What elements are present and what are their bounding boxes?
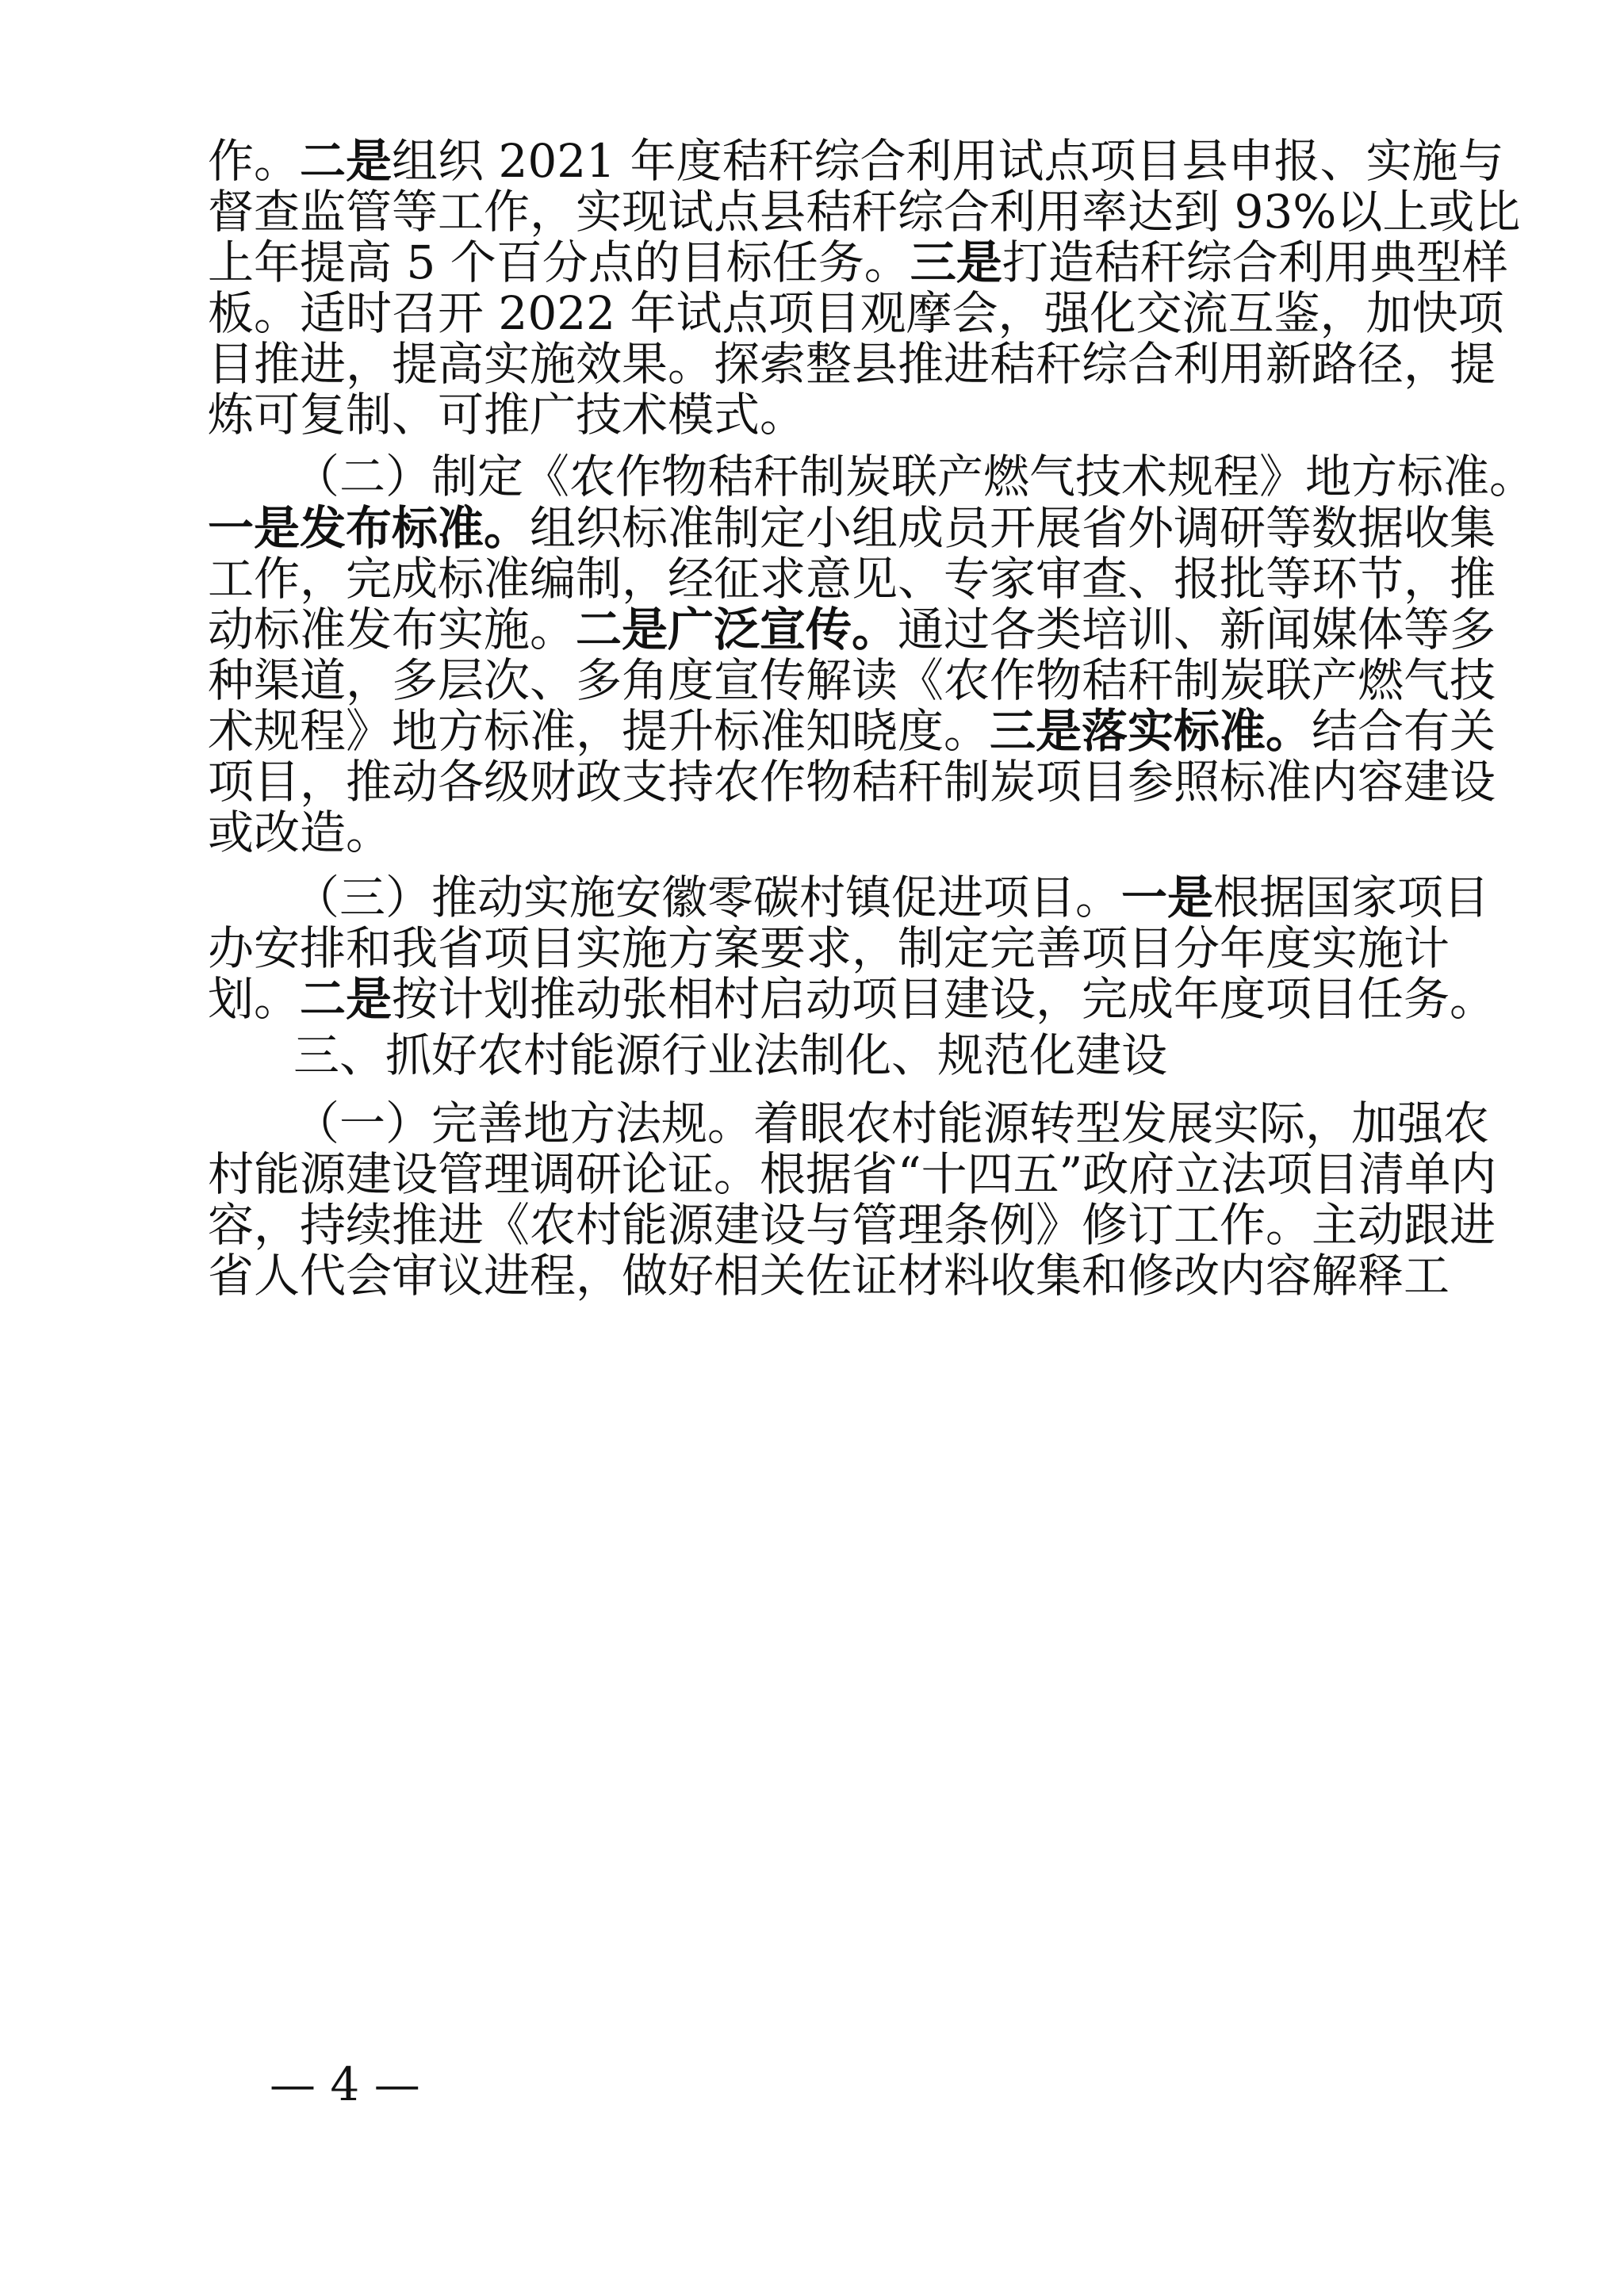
paragraph-line <box>208 1146 1497 1202</box>
paragraph-line <box>208 133 1504 189</box>
paragraph-line <box>208 500 1496 556</box>
page-number: — 4 — <box>270 2057 420 2111</box>
paragraph-line <box>208 387 1418 442</box>
bold-text-segment: 一是 <box>1121 871 1214 924</box>
text-segment: 村能源建设管理调研论证。根据省“十四五”政府立法项目清单内 <box>208 1147 1497 1201</box>
text-segment: 划。 <box>208 972 301 1026</box>
paragraph-line <box>208 920 1450 976</box>
text-segment: 三、抓好农村能源行业法制化、规范化建设 <box>293 1028 1168 1082</box>
paragraph-line <box>208 652 1496 708</box>
paragraph-line <box>208 1248 1450 1303</box>
text-segment: 作。 <box>208 134 301 188</box>
bold-text-segment: 二是 <box>300 134 393 188</box>
bold-text-segment: 三是 <box>910 235 1002 289</box>
text-segment: 结合有关 <box>1312 704 1496 758</box>
paragraph-line <box>293 1027 1418 1083</box>
paragraph-line <box>208 971 1496 1027</box>
paragraph-line <box>208 703 1496 759</box>
paragraph-line <box>208 602 1496 657</box>
text-segment: 动标准发布实施。 <box>208 603 576 656</box>
text-segment: 按计划推动张相村启动项目建设，完成年度项目任务。 <box>392 972 1496 1026</box>
paragraph-line <box>293 449 1536 504</box>
paragraph-line <box>208 551 1496 607</box>
paragraph-line <box>293 1096 1490 1151</box>
text-segment: 打造秸秆综合利用典型样 <box>1002 235 1508 289</box>
paragraph-line <box>293 870 1490 925</box>
text-segment: 组织 2021 年度秸秆综合利用试点项目县申报、实施与 <box>392 134 1504 188</box>
bold-text-segment: 二是广泛宣传。 <box>576 603 898 656</box>
text-segment: 根据国家项目 <box>1213 871 1490 924</box>
paragraph-line <box>208 235 1508 290</box>
text-segment: （三）推动实施安徽零碳村镇促进项目。 <box>293 871 1122 924</box>
text-segment: 目推进，提高实施效果。探索整县推进秸秆综合利用新路径，提 <box>208 337 1496 391</box>
text-segment: 或改造。 <box>208 806 393 859</box>
paragraph-line <box>208 184 1521 239</box>
bold-text-segment: 三是落实标准。 <box>990 704 1312 758</box>
text-segment: 督查监管等工作，实现试点县秸秆综合利用率达到 93%以上或比 <box>208 185 1521 239</box>
text-segment: 容，持续推进《农村能源建设与管理条例》修订工作。主动跟进 <box>208 1198 1496 1252</box>
bold-text-segment: 一是发布标准。 <box>208 501 530 555</box>
text-segment: 种渠道，多层次、多角度宣传解读《农作物秸秆制炭联产燃气技 <box>208 653 1496 707</box>
text-segment: 项目，推动各级财政支持农作物秸秆制炭项目参照标准内容建设 <box>208 755 1496 809</box>
text-segment: 办安排和我省项目实施方案要求，制定完善项目分年度实施计 <box>208 921 1450 975</box>
paragraph-line <box>208 754 1496 809</box>
paragraph-line <box>208 285 1504 341</box>
text-segment: 通过各类培训、新闻媒体等多 <box>898 603 1496 656</box>
text-segment: 炼可复制、可推广技术模式。 <box>208 388 806 442</box>
text-segment: 上年提高 5 个百分点的目标任务。 <box>208 235 910 289</box>
bold-text-segment: 二是 <box>300 972 393 1026</box>
text-segment: 省人代会审议进程，做好相关佐证材料收集和修改内容解释工 <box>208 1249 1450 1303</box>
paragraph-line <box>208 336 1496 392</box>
text-segment: （二）制定《农作物秸秆制炭联产燃气技术规程》地方标准。 <box>293 450 1536 503</box>
text-segment: 工作，完成标准编制，经征求意见、专家审查、报批等环节，推 <box>208 552 1496 606</box>
text-segment: （一）完善地方法规。着眼农村能源转型发展实际，加强农 <box>293 1096 1490 1150</box>
text-segment: 术规程》地方标准，提升标准知晓度。 <box>208 704 990 758</box>
paragraph-line <box>208 805 1418 860</box>
text-segment: 板。适时召开 2022 年试点项目观摩会，强化交流互鉴，加快项 <box>208 286 1504 340</box>
paragraph-line <box>208 1197 1496 1253</box>
text-segment: 组织标准制定小组成员开展省外调研等数据收集 <box>530 501 1496 555</box>
